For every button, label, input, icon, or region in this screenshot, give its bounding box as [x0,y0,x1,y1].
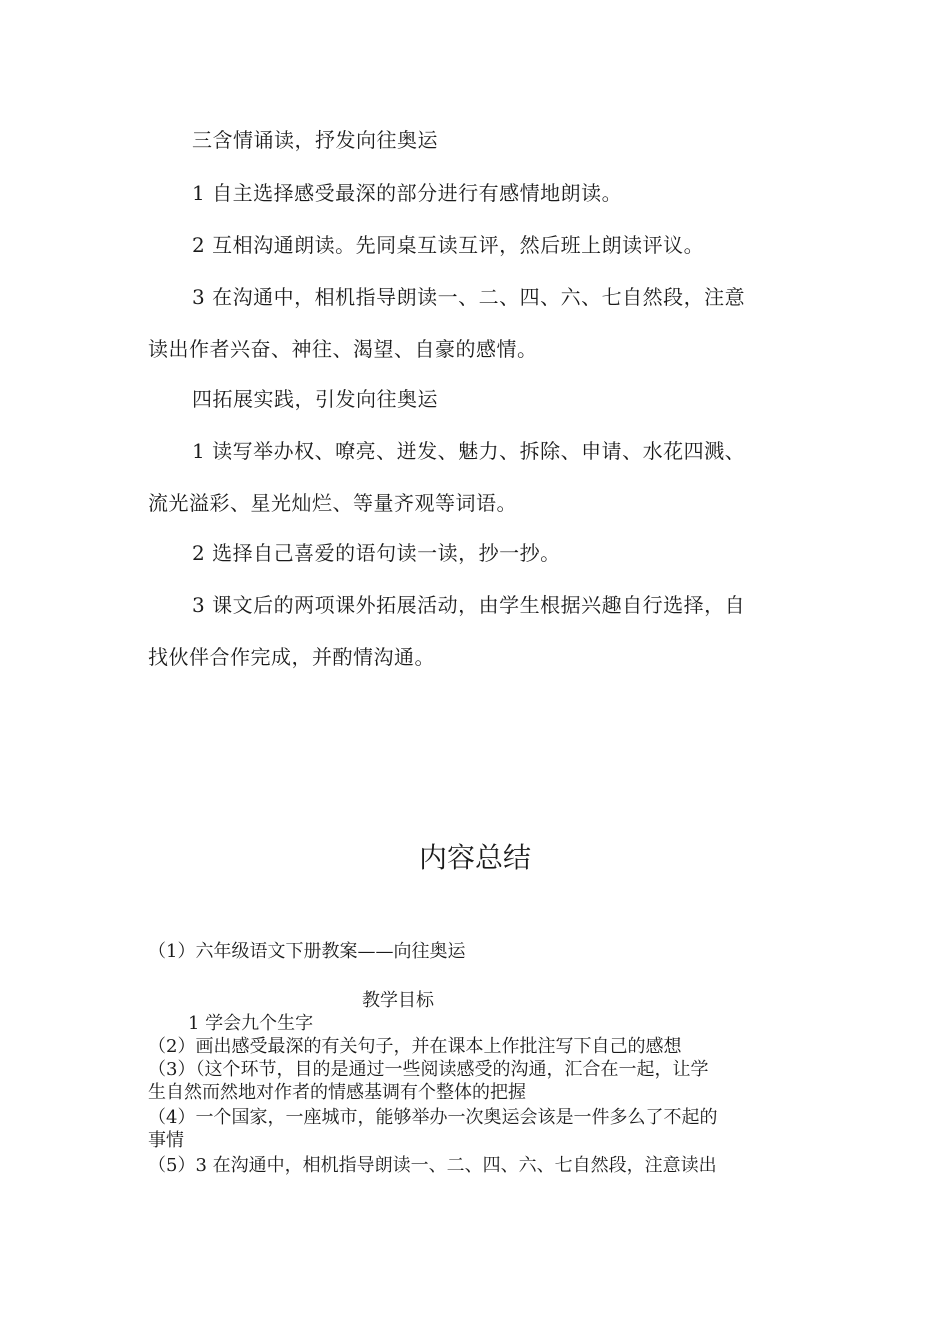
paragraph-continuation: 读出作者兴奋、神往、渴望、自豪的感情。 [148,337,538,361]
summary-item: （3）（这个环节，目的是通过一些阅读感受的沟通，汇合在一起，让学 [148,1059,709,1080]
summary-heading: 教学目标 [362,990,434,1011]
paragraph: 3 课文后的两项课外拓展活动，由学生根据兴趣自行选择，自 [192,593,746,617]
summary-item-continuation: 事情 [148,1130,184,1151]
paragraph-continuation: 流光溢彩、星光灿烂、等量齐观等词语。 [148,491,517,515]
paragraph: 1 自主选择感受最深的部分进行有感情地朗读。 [192,181,623,205]
summary-goal: 1 学会九个生字 [188,1013,314,1034]
summary-item: （2）画出感受最深的有关句子，并在课本上作批注写下自己的感想 [148,1036,682,1057]
paragraph-continuation: 找伙伴合作完成，并酌情沟通。 [148,645,435,669]
summary-item: （5）3 在沟通中，相机指导朗读一、二、四、六、七自然段，注意读出 [148,1155,717,1176]
summary-item: （4）一个国家，一座城市，能够举办一次奥运会该是一件多么了不起的 [148,1107,718,1128]
section-heading-3: 三含情诵读，抒发向往奥运 [192,128,438,152]
summary-item-continuation: 生自然而然地对作者的情感基调有个整体的把握 [148,1082,526,1103]
paragraph: 2 互相沟通朗读。先同桌互读互评，然后班上朗读评议。 [192,233,705,257]
section-heading-4: 四拓展实践，引发向往奥运 [192,387,438,411]
summary-title: 内容总结 [418,841,531,874]
paragraph: 3 在沟通中，相机指导朗读一、二、四、六、七自然段，注意 [192,285,746,309]
paragraph: 2 选择自己喜爱的语句读一读，抄一抄。 [192,541,561,565]
summary-item: （1）六年级语文下册教案——向往奥运 [148,941,466,962]
paragraph: 1 读写举办权、嘹亮、迸发、魅力、拆除、申请、水花四溅、 [192,439,746,463]
